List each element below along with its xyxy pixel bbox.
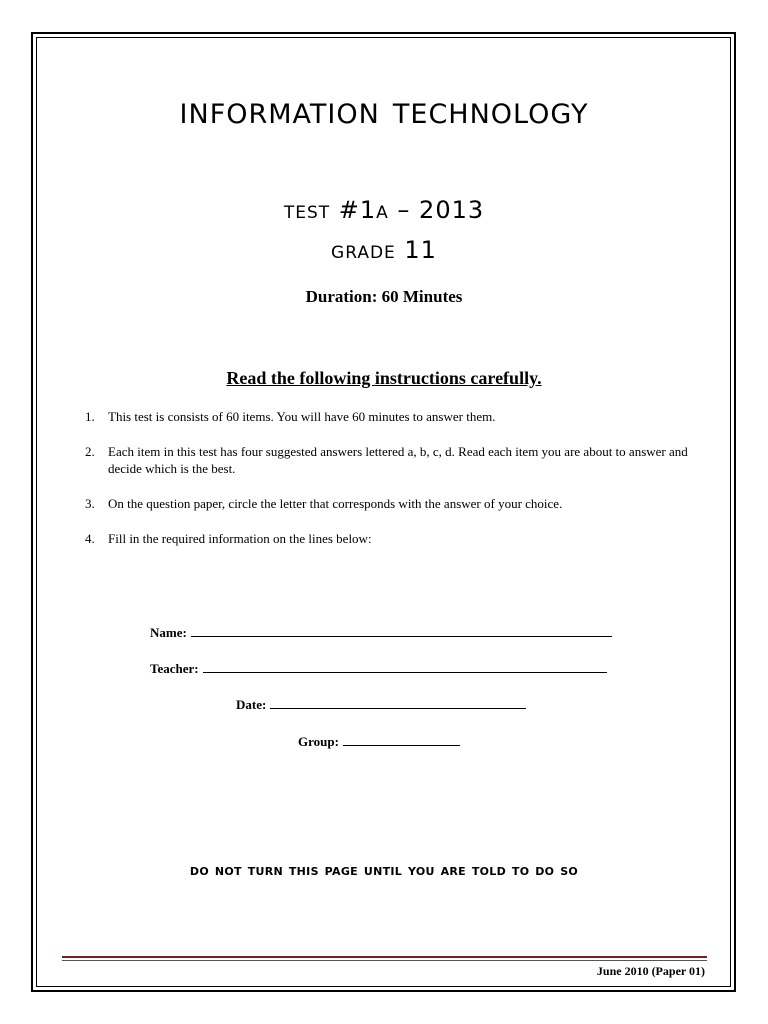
instruction-number: 3.: [85, 496, 95, 511]
group-label: Group:: [298, 734, 339, 749]
instruction-item: [85, 443, 710, 477]
name-line[interactable]: [191, 624, 612, 637]
instruction-number: 4.: [85, 531, 95, 546]
date-line[interactable]: [270, 696, 526, 709]
instruction-text: This test is consists of 60 items. You will have 60 minutes to answer them.: [108, 409, 496, 424]
footer-rule-thin: [62, 960, 707, 961]
footer-text: June 2010 (Paper 01): [596, 964, 705, 978]
instruction-item: [85, 530, 710, 547]
instruction-number: 2.: [85, 444, 95, 459]
document-title: information technology: [179, 88, 589, 132]
teacher-label: Teacher:: [150, 661, 199, 676]
group-line[interactable]: [343, 733, 460, 746]
teacher-field[interactable]: [150, 660, 607, 677]
name-label: Name:: [150, 625, 187, 640]
instructions-heading: Read the following instructions carefully.: [226, 368, 542, 388]
instruction-item: [85, 408, 710, 425]
footer-rule: [62, 956, 707, 958]
grade-label: grade 11: [331, 236, 437, 264]
instructions-list: [85, 408, 710, 565]
instruction-text: On the question paper, circle the letter that corresponds with the answer of your choice.: [108, 496, 563, 511]
instruction-text: Fill in the required information on the lines below:: [108, 531, 372, 546]
name-field[interactable]: [150, 624, 612, 641]
warning-text: do not turn this page until you are told to do so: [189, 860, 579, 879]
date-field[interactable]: [236, 696, 526, 713]
instruction-item: [85, 495, 710, 512]
date-label: Date:: [236, 697, 267, 712]
teacher-line[interactable]: [203, 660, 607, 673]
duration-text: Duration: 60 Minutes: [305, 287, 463, 306]
test-label: test #1a – 2013: [283, 196, 485, 224]
instruction-text: Each item in this test has four suggested answers lettered a, b, c, d. Read each item you are about to answer and decide which is the best.: [108, 444, 688, 476]
group-field[interactable]: [298, 733, 460, 750]
instruction-number: 1.: [85, 409, 95, 424]
